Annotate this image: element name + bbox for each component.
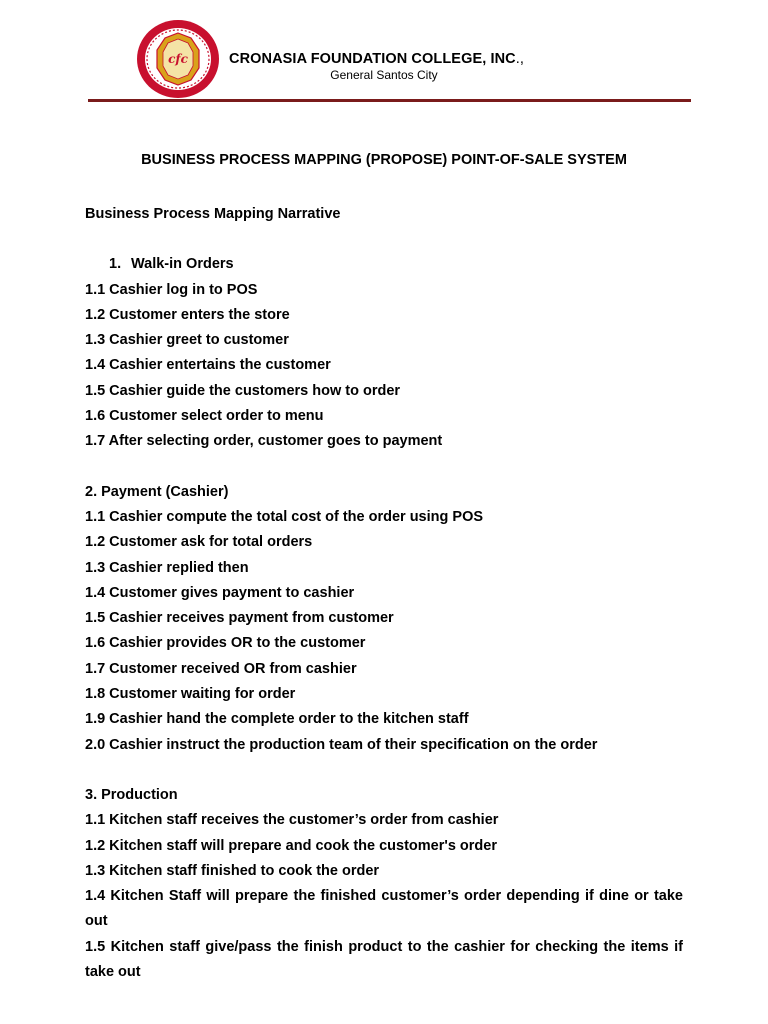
spacer [85, 455, 683, 480]
list-item: 1.4 Cashier entertains the customer [85, 357, 331, 374]
list-item: 1.2 Customer enters the store [85, 306, 290, 323]
spacer [85, 758, 683, 783]
section-heading [85, 252, 683, 277]
list-item: 1.1 Kitchen staff receives the customer’s order from cashier [85, 812, 499, 829]
list-item: 1.6 Customer select order to menu [85, 408, 324, 425]
list-item: 1.7 After selecting order, customer goes to payment [85, 433, 443, 450]
section-heading: 3. Production [85, 786, 178, 803]
list-item: 1.7 Customer received OR from cashier [85, 660, 357, 677]
list-item: 2.0 Cashier instruct the production team of their specification on the order [85, 736, 598, 753]
spacer [85, 227, 683, 252]
list-item: 1.1 Cashier compute the total cost of the order using POS [85, 508, 484, 525]
document-title: BUSINESS PROCESS MAPPING (PROPOSE) POINT-OF-SALE SYSTEM [141, 152, 627, 168]
narrative-heading: Business Process Mapping Narrative [85, 206, 341, 222]
college-logo [136, 19, 220, 99]
header-divider [88, 99, 691, 102]
list-item: 1.5 Kitchen staff give/pass the finish product to the cashier for checking the items if take out [85, 938, 683, 981]
document-body [85, 202, 683, 985]
college-name-text: CRONASIA FOUNDATION COLLEGE, INC [229, 51, 516, 67]
list-item: 1.3 Cashier greet to customer [85, 332, 289, 349]
list-item: 1.1 Cashier log in to POS [85, 281, 258, 298]
list-item: 1.4 Kitchen Staff will prepare the finished customer’s order depending if dine or take out [85, 888, 683, 930]
list-item: 1.2 Kitchen staff will prepare and cook the customer's order [85, 837, 497, 854]
list-item: 1.9 Cashier hand the complete order to the kitchen staff [85, 711, 469, 728]
list-item: 1.3 Cashier replied then [85, 559, 249, 576]
section-number: 1. [109, 256, 122, 273]
list-item: 1.2 Customer ask for total orders [85, 534, 313, 551]
college-name-suffix: ., [515, 51, 525, 67]
section-heading: 2. Payment (Cashier) [85, 483, 229, 500]
list-item: 1.5 Cashier guide the customers how to order [85, 382, 401, 399]
section-heading-text: Walk-in Orders [131, 256, 234, 273]
list-item: 1.8 Customer waiting for order [85, 686, 296, 703]
list-item: 1.5 Cashier receives payment from customer [85, 610, 394, 627]
list-item: 1.3 Kitchen staff finished to cook the order [85, 862, 380, 879]
list-item: 1.4 Customer gives payment to cashier [85, 584, 355, 601]
logo-lettering: cfc [168, 52, 188, 66]
list-item: 1.6 Cashier provides OR to the customer [85, 635, 366, 652]
college-city: General Santos City [330, 68, 438, 82]
college-name [229, 51, 524, 67]
